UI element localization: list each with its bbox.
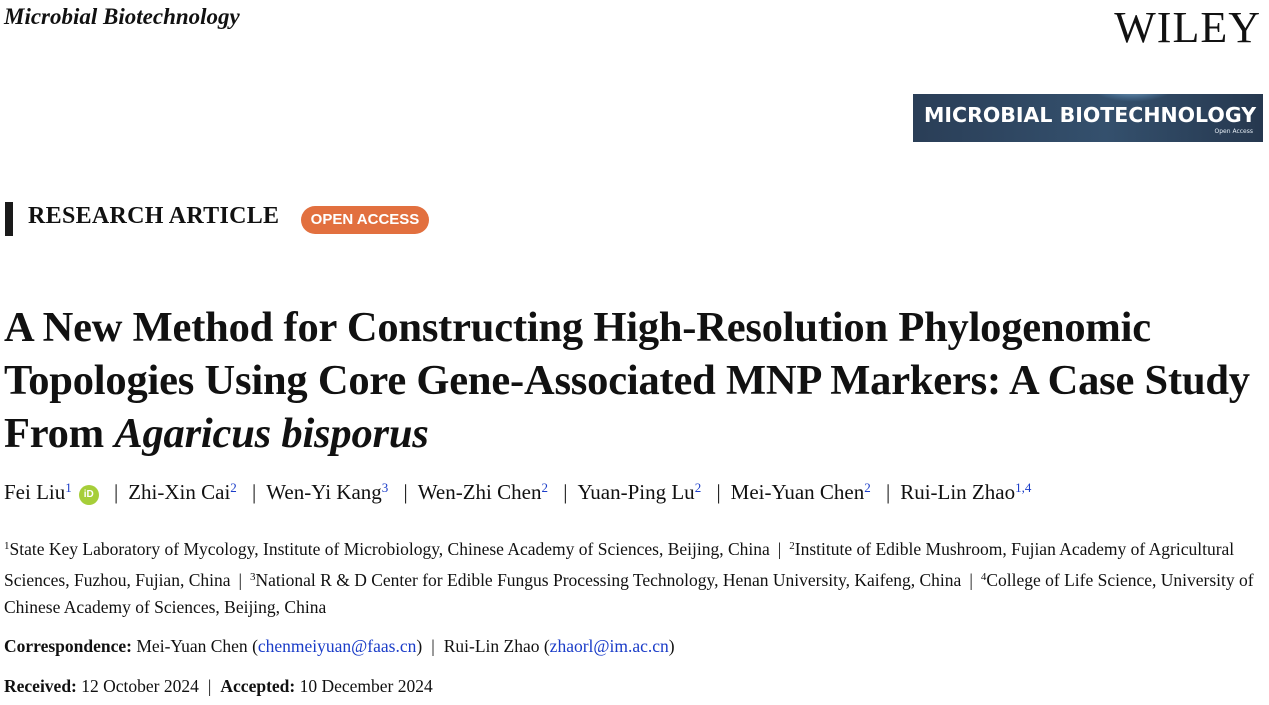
author-name[interactable]: Rui-Lin Zhao bbox=[900, 480, 1016, 504]
affiliation-text: State Key Laboratory of Mycology, Institute of Microbiology, Chinese Academy of Sciences, Beijing, China bbox=[9, 539, 770, 559]
correspondent-email-link[interactable]: chenmeiyuan@faas.cn bbox=[257, 636, 417, 656]
affiliation-text: College of Life Science, University of Chinese Academy of Sciences, Beijing, China bbox=[4, 569, 1254, 617]
journal-name[interactable]: Microbial Biotechnology bbox=[4, 4, 240, 29]
banner-title: MICROBIAL BIOTECHNOLOGY bbox=[924, 103, 1257, 127]
author-affil-sup[interactable]: 2 bbox=[230, 480, 237, 495]
author-affil-sup[interactable]: 2 bbox=[864, 480, 871, 495]
article-type-bar bbox=[5, 202, 13, 236]
received-date: 12 October 2024 bbox=[81, 676, 199, 696]
author-affil-sup[interactable]: 3 bbox=[381, 480, 389, 495]
affiliation-num: 3 bbox=[250, 570, 256, 583]
open-access-badge: OPEN ACCESS bbox=[301, 206, 429, 234]
title-text: A New Method for Constructing High-Resolution Phylogenomic Topologies Using Core Gene-Associated MNP Markers: A Case Study From bbox=[4, 304, 1250, 457]
article-dates bbox=[4, 676, 433, 697]
received-label: Received: bbox=[4, 676, 77, 696]
correspondent-name: Rui-Lin Zhao bbox=[443, 636, 540, 656]
author-name[interactable]: Yuan-Ping Lu bbox=[577, 480, 695, 504]
author-affil-sup[interactable]: 2 bbox=[541, 480, 548, 495]
author-separator: | bbox=[252, 480, 257, 504]
affiliation-separator: | bbox=[238, 569, 243, 590]
author-name[interactable]: Fei Liu bbox=[4, 480, 66, 504]
author-separator: | bbox=[716, 480, 721, 504]
author-affil-sup[interactable]: 1 bbox=[65, 480, 72, 495]
affiliations bbox=[4, 533, 1266, 622]
article-title bbox=[4, 301, 1266, 460]
affiliation-separator: | bbox=[969, 569, 973, 590]
author-separator: | bbox=[563, 480, 568, 504]
author-separator: | bbox=[114, 480, 119, 504]
article-type: RESEARCH ARTICLE bbox=[28, 203, 280, 229]
banner-logo-glow bbox=[1088, 94, 1178, 102]
affiliation-num: 1 bbox=[4, 540, 10, 552]
affiliation-text: Institute of Edible Mushroom, Fujian Academy of Agricultural Sciences, Fuzhou, Fujian, China bbox=[4, 539, 1235, 590]
affiliation-num: 4 bbox=[980, 570, 987, 583]
author-name[interactable]: Mei-Yuan Chen bbox=[730, 480, 865, 504]
correspondent-email-link[interactable]: zhaorl@im.ac.cn bbox=[549, 636, 669, 656]
affiliation-num: 2 bbox=[789, 540, 795, 552]
publisher-logo[interactable]: WILEY bbox=[1114, 3, 1261, 52]
accepted-date: 10 December 2024 bbox=[299, 676, 433, 696]
dates-separator: | bbox=[207, 676, 212, 696]
author-affil-sup[interactable]: 2 bbox=[694, 480, 702, 495]
author-separator: | bbox=[403, 480, 408, 504]
affiliation-separator: | bbox=[777, 539, 782, 559]
correspondence-label: Correspondence: bbox=[4, 636, 132, 656]
journal-banner[interactable] bbox=[913, 94, 1263, 142]
author-separator: | bbox=[885, 480, 891, 504]
correspondent-name: Mei-Yuan Chen bbox=[136, 636, 248, 656]
affiliation-text: National R & D Center for Edible Fungus Processing Technology, Henan University, Kaifeng, China bbox=[255, 569, 962, 590]
banner-subtitle: Open Access bbox=[1214, 128, 1253, 135]
correspondence: Correspondence: Mei-Yuan Chen (chenmeiyuan@faas.cn) | Rui-Lin Zhao (zhaorl@im.ac.cn) bbox=[4, 636, 675, 656]
author-name[interactable]: Wen-Zhi Chen bbox=[417, 480, 542, 504]
accepted-label: Accepted: bbox=[220, 676, 296, 696]
orcid-icon[interactable]: iD bbox=[79, 485, 99, 505]
author-list bbox=[4, 480, 1031, 505]
correspondence-separator: | bbox=[431, 636, 435, 656]
title-species: Agaricus bisporus bbox=[114, 410, 429, 457]
author-name[interactable]: Wen-Yi Kang bbox=[266, 480, 382, 504]
author-affil-sup[interactable]: 1,4 bbox=[1015, 480, 1032, 495]
author-name[interactable]: Zhi-Xin Cai bbox=[128, 480, 231, 504]
